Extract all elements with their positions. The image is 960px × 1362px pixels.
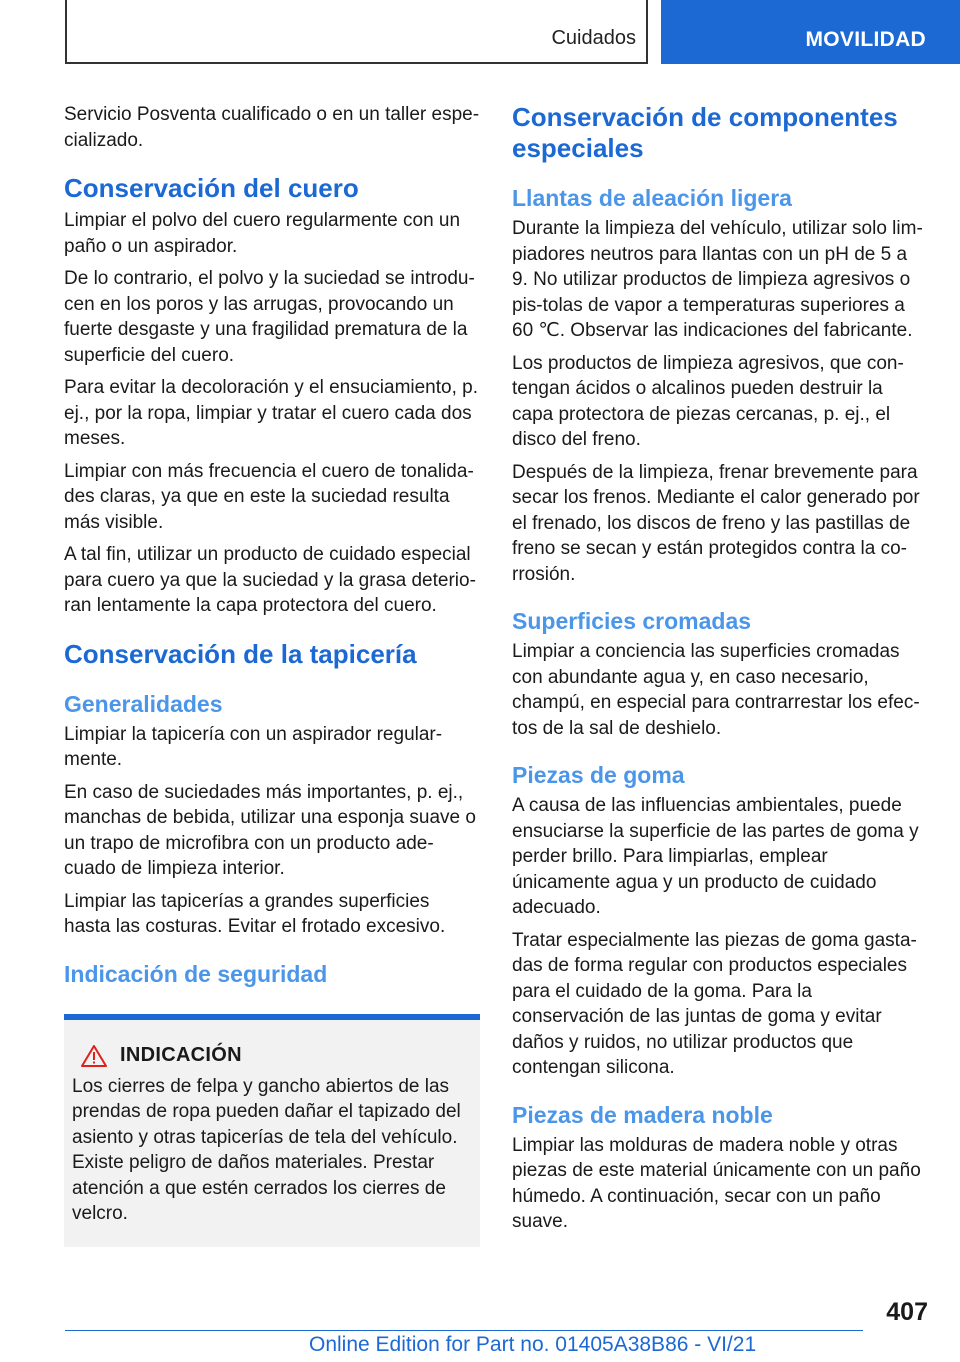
upholstery-paragraph-1: Limpiar la tapicería con un aspirador regular-mente. bbox=[64, 723, 443, 770]
chrome-paragraph-1: Limpiar a conciencia las superficies cromadas con abundante agua y, en caso necesario, champú, en especial para contrarrestar los efec-tos de la sal de deshielo. bbox=[512, 641, 920, 739]
footer-edition-text: Online Edition for Part no. 01405A38B86 - VI/21 bbox=[309, 1333, 757, 1356]
alloy-wheels-subheading: Llantas de aleación ligera bbox=[512, 185, 792, 211]
warning-triangle-icon bbox=[80, 1044, 108, 1068]
warning-text: Los cierres de felpa y gancho abiertos de las prendas de ropa pueden dañar el tapizado del asiento y otras tapicerías de tela del vehículo. Existe peligro de daños materiales. Prestar atención a que estén cerrados los cierres de velcro. bbox=[72, 1075, 461, 1224]
alloy-paragraph-1: Durante la limpieza del vehículo, utilizar solo lim-piadores neutros para llantas con un pH de 5 a 9. No utilizar productos de limpieza agresivos o pis-tolas de vapor a temperaturas superiores a 60 ℃. Observar las indicaciones del fabricante. bbox=[512, 218, 923, 341]
wood-subheading: Piezas de madera noble bbox=[512, 1101, 773, 1128]
rubber-paragraph-2: Tratar especialmente las piezas de goma gasta-das de forma regular con productos especiales para el cuidado de la goma. Para la conservación de las juntas de goma y evitar daños y ruidos, no utilizar productos que contengan silicona. bbox=[512, 929, 917, 1078]
rubber-subheading: Piezas de goma bbox=[512, 762, 685, 788]
leather-paragraph-1: Limpiar el polvo del cuero regularmente con un paño o un aspirador. bbox=[64, 210, 461, 257]
warning-title: INDICACIÓN bbox=[120, 1044, 242, 1066]
alloy-paragraph-2: Los productos de limpieza agresivos, que con-tengan ácidos o alcalinos pueden destruir la capa protectora de piezas cercanas, p. ej., el disco del freno. bbox=[512, 352, 904, 450]
upholstery-heading: Conservación de la tapicería bbox=[64, 638, 417, 669]
header-chapter-label: MOVILIDAD bbox=[805, 28, 926, 51]
chrome-subheading: Superficies cromadas bbox=[512, 608, 752, 634]
leather-paragraph-3: Para evitar la decoloración y el ensuciamiento, p. ej., por la ropa, limpiar y tratar el cuero cada dos meses. bbox=[64, 377, 479, 449]
warning-box bbox=[64, 1014, 480, 1247]
left-column bbox=[64, 102, 480, 1247]
header-section-title: Cuidados bbox=[551, 27, 636, 49]
wood-paragraph-1: Limpiar las molduras de madera noble y otras piezas de este material únicamente con un paño húmedo. A continuación, secar con un paño suave. bbox=[512, 1134, 921, 1232]
upholstery-paragraph-3: Limpiar las tapicerías a grandes superficies hasta las costuras. Evitar el frotado excesivo. bbox=[64, 890, 446, 937]
safety-subheading: Indicación de seguridad bbox=[64, 960, 328, 987]
rubber-paragraph-1: A causa de las influencias ambientales, puede ensuciarse la superficie de las partes de goma y perder brillo. Para limpiarlas, emplear únicamente agua y un producto de cuidado adecuado. bbox=[512, 795, 919, 918]
page-number: 407 bbox=[886, 1298, 928, 1326]
footer-divider bbox=[65, 1330, 863, 1331]
alloy-paragraph-3: Después de la limpieza, frenar brevemente para secar los frenos. Mediante el calor generado por el frenado, los discos de freno y las pastillas de freno se secan y están protegidos contra la co-rrosión. bbox=[512, 461, 920, 585]
intro-paragraph: Servicio Posventa cualificado o en un taller espe-cializado. bbox=[64, 104, 480, 151]
upholstery-paragraph-2: En caso de suciedades más importantes, p. ej., manchas de bebida, utilizar una esponja suave o un trapo de microfibra con un producto ade-cuado de limpieza interior. bbox=[64, 781, 476, 879]
general-subheading: Generalidades bbox=[64, 690, 223, 717]
special-components-heading: Conservación de componentes especiales bbox=[512, 102, 898, 163]
header-section-box bbox=[65, 0, 648, 64]
header-chapter-tab[interactable] bbox=[661, 0, 960, 64]
leather-paragraph-5: A tal fin, utilizar un producto de cuidado especial para cuero ya que la suciedad y la grasa deterio-ran lentamente la capa protectora del cuero. bbox=[64, 544, 476, 616]
warning-header bbox=[72, 1044, 472, 1068]
leather-heading: Conservación del cuero bbox=[64, 173, 359, 203]
right-column bbox=[512, 102, 926, 1242]
leather-paragraph-2: De lo contrario, el polvo y la suciedad se introdu-cen en los poros y las arrugas, provocando un fuerte desgaste y una fragilidad prematura de la superficie del cuero. bbox=[64, 268, 475, 366]
leather-paragraph-4: Limpiar con más frecuencia el cuero de tonalida-des claras, ya que en este la suciedad resulta más visible. bbox=[64, 460, 474, 533]
